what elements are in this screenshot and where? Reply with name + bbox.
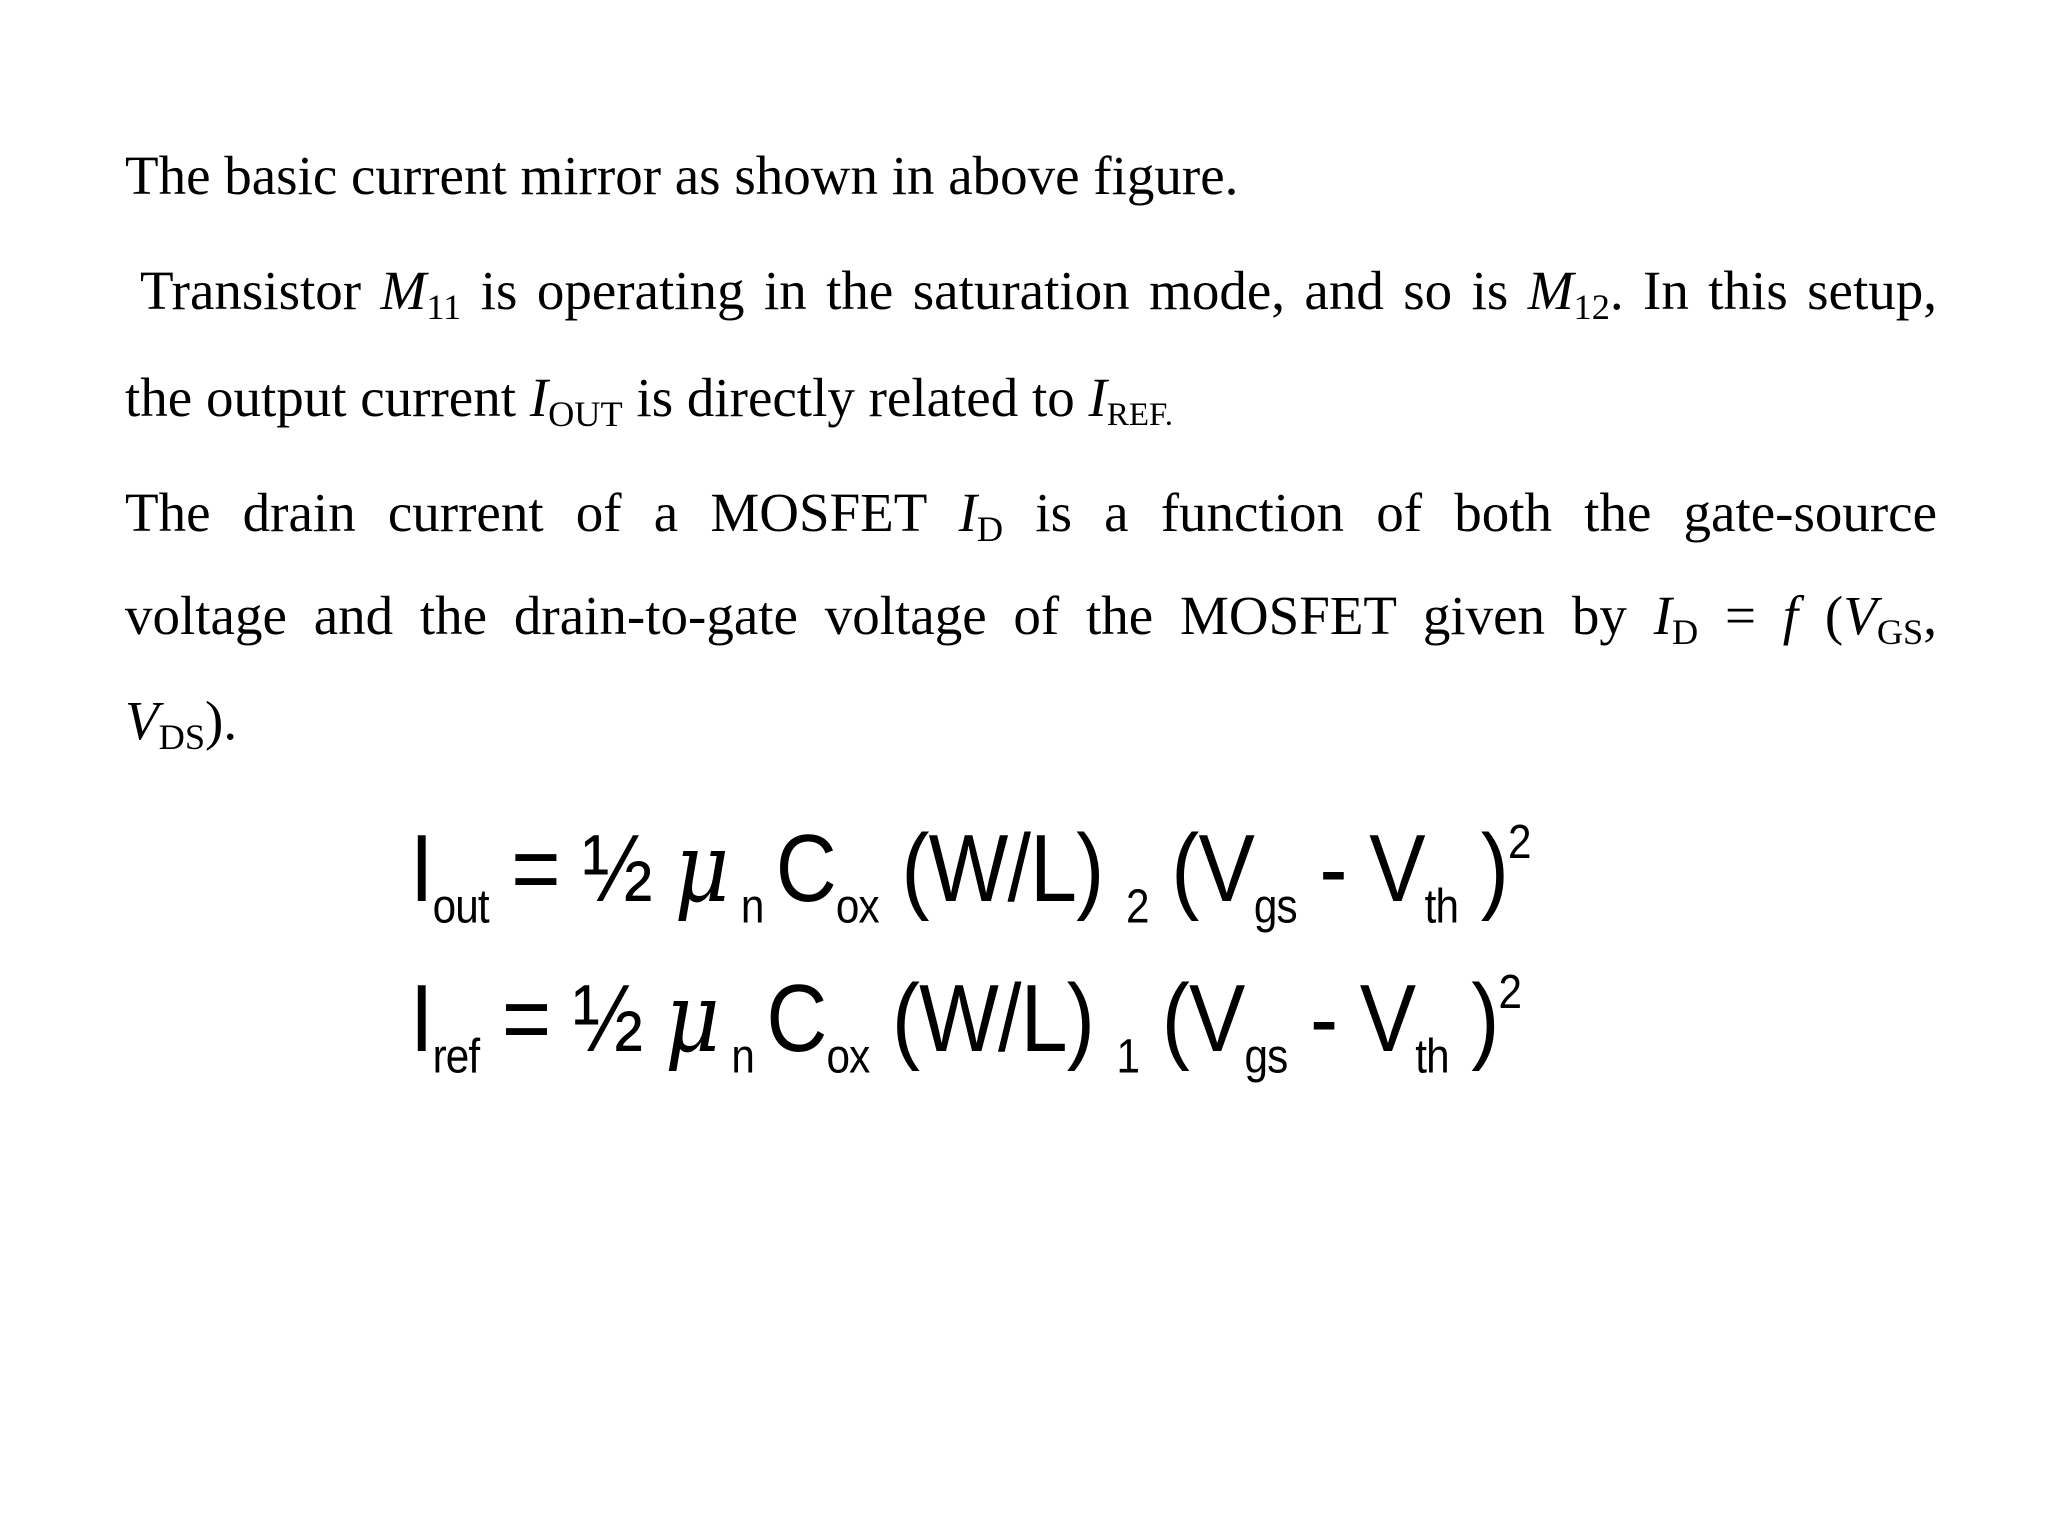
var-m12: M	[1527, 260, 1574, 321]
var-iout: I	[529, 367, 549, 428]
eq1-c: C	[775, 815, 836, 922]
equation-iref	[410, 962, 1522, 1084]
eq2-mu-sub: n	[731, 1030, 755, 1084]
eq1-equals-half: = ½	[488, 815, 675, 922]
var-id-2: I	[1653, 585, 1672, 646]
eq2-close: )	[1448, 965, 1499, 1072]
eq1-wl: (W/L)	[878, 815, 1126, 922]
p3-l2-paren: (	[1798, 585, 1844, 646]
p3-l1-text-1: The drain current of a MOSFET	[125, 482, 959, 543]
eq2-wl: (W/L)	[869, 965, 1117, 1072]
p2-l1-text-1: Transistor	[140, 260, 381, 321]
eq1-mu-sub: n	[740, 880, 764, 934]
eq2-minus-v: - V	[1287, 965, 1416, 1072]
sub-12: 12	[1573, 287, 1610, 328]
eq1-close: )	[1458, 815, 1508, 922]
var-vds: V	[125, 690, 159, 751]
eq2-c: C	[766, 965, 827, 1072]
p3-l2-comma: ,	[1923, 585, 1937, 646]
sub-d-2: D	[1671, 612, 1699, 653]
eq2-vth-sub: th	[1415, 1030, 1449, 1084]
eq1-minus-v: - V	[1296, 815, 1425, 922]
p3-line-3	[125, 690, 238, 758]
equation-iout	[410, 812, 1531, 934]
eq2-wl-sub: 1	[1116, 1030, 1140, 1084]
var-f: f	[1782, 585, 1799, 646]
var-vgs: V	[1843, 585, 1877, 646]
eq2-equals-half: = ½	[479, 965, 666, 1072]
eq2-v-open: (V	[1139, 965, 1245, 1072]
eq1-lhs-sub: out	[432, 880, 489, 934]
eq2-vgs-sub: gs	[1244, 1030, 1288, 1084]
var-id: I	[958, 482, 977, 543]
p2-line-2	[125, 367, 1173, 435]
p3-l1-text-2: is a function of both the gate-source	[1003, 482, 1937, 543]
p2-line-1	[140, 260, 1937, 328]
sub-11: 11	[426, 287, 462, 328]
sub-out: OUT	[548, 394, 623, 435]
eq2-exp: 2	[1498, 965, 1522, 1019]
p3-l3-close: ).	[205, 690, 238, 751]
sub-ref: REF.	[1106, 397, 1173, 434]
p3-line-2	[125, 585, 1937, 653]
eq1-exp: 2	[1507, 815, 1531, 869]
p2-l1-text-2: is operating in the saturation mode, and so is	[461, 260, 1528, 321]
p3-l2-equals: =	[1698, 585, 1783, 646]
sub-ds: DS	[158, 717, 206, 758]
intro-text: The basic current mirror as shown in above figure.	[125, 145, 1239, 206]
eq2-lhs: I	[410, 965, 433, 1072]
eq1-c-sub: ox	[835, 880, 879, 934]
eq1-lhs: I	[410, 815, 433, 922]
p2-l2-text-2: is directly related to	[622, 367, 1089, 428]
p2-l1-text-3: . In this setup,	[1609, 260, 1937, 321]
eq1-v-open: (V	[1148, 815, 1254, 922]
sub-d: D	[976, 509, 1004, 550]
eq1-vgs-sub: gs	[1253, 880, 1297, 934]
eq2-lhs-sub: ref	[432, 1030, 480, 1084]
eq1-vth-sub: th	[1424, 880, 1459, 934]
eq2-mu: μ	[665, 962, 720, 1074]
intro-line	[125, 145, 1239, 206]
var-iref: I	[1088, 367, 1107, 428]
sub-gs: GS	[1876, 612, 1924, 653]
p3-l2-text-1: voltage and the drain-to-gate voltage of the MOSFET given by	[125, 585, 1654, 646]
eq2-c-sub: ox	[826, 1030, 870, 1084]
p3-line-1	[125, 482, 1937, 550]
var-m11: M	[380, 260, 427, 321]
eq1-wl-sub: 2	[1125, 880, 1149, 934]
eq1-mu: μ	[674, 812, 729, 924]
p2-l2-text-1: the output current	[125, 367, 530, 428]
